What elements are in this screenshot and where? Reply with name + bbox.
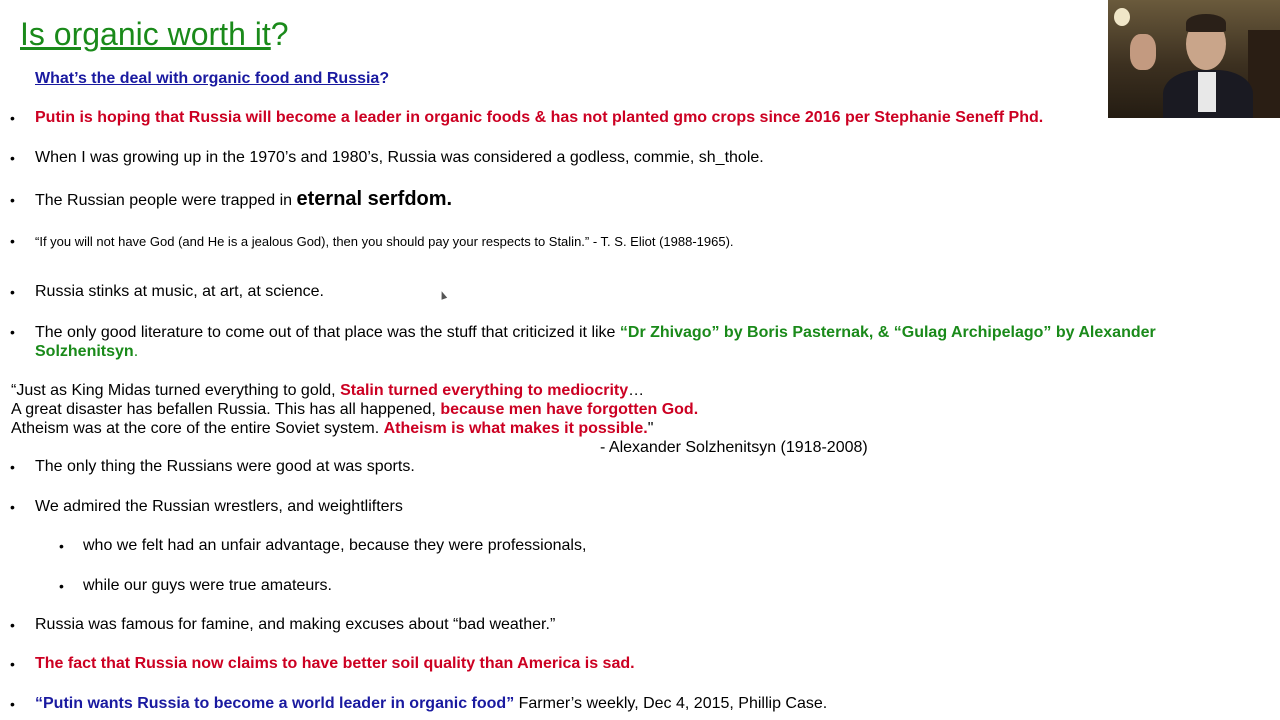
bullet-dot: • <box>10 233 15 249</box>
quote-line-3-pre: Atheism was at the core of the entire Soviet system. <box>11 420 384 437</box>
quote-line-1 <box>11 382 644 400</box>
quote-line-3-end: " <box>647 420 654 437</box>
bullet-serfdom <box>35 188 452 211</box>
slide-subtitle-end: ? <box>379 70 390 87</box>
bullet-sports: The only thing the Russians were good at was sports. <box>35 458 415 475</box>
slide-subtitle-main: What’s the deal with organic food and Russia <box>35 70 380 87</box>
mouse-cursor-icon <box>439 290 447 300</box>
bullet-dot: • <box>10 696 15 712</box>
bullet-literature-end: . <box>133 343 139 360</box>
sub-bullet-dot: • <box>59 538 64 554</box>
bullet-soil-quality: The fact that Russia now claims to have better soil quality than America is sad. <box>35 655 635 672</box>
bullet-music-art-science: Russia stinks at music, at art, at science. <box>35 283 324 300</box>
slide-title-main: Is organic worth it <box>20 16 271 52</box>
slide-title <box>20 16 289 53</box>
bullet-literature <box>35 323 1250 361</box>
bullet-dot: • <box>10 284 15 300</box>
bullet-dot: • <box>10 192 15 208</box>
bullet-dot: • <box>10 499 15 515</box>
presenter-hand <box>1130 34 1156 70</box>
sub-bullet-professionals: who we felt had an unfair advantage, because they were professionals, <box>83 537 587 554</box>
bullet-putin-organic: Putin is hoping that Russia will become a leader in organic foods & has not planted gmo crops since 2016 per Stephanie Seneff Phd. <box>35 109 1044 126</box>
sub-bullet-dot: • <box>59 578 64 594</box>
quote-line-3-emphasis: Atheism is what makes it possible. <box>383 420 648 437</box>
bullet-dot: • <box>10 324 15 340</box>
quote-attribution: - Alexander Solzhenitsyn (1918-2008) <box>600 439 868 456</box>
quote-line-2-emphasis: because men have forgotten God. <box>440 401 699 418</box>
bullet-dot: • <box>10 656 15 672</box>
bullet-farmers-weekly <box>35 695 827 713</box>
bullet-dot: • <box>10 110 15 126</box>
bullet-dot: • <box>10 459 15 475</box>
quote-line-3 <box>11 420 653 438</box>
bullet-farmers-weekly-source: Farmer’s weekly, Dec 4, 2015, Phillip Case. <box>514 695 828 712</box>
bullet-serfdom-pre: The Russian people were trapped in <box>35 192 297 209</box>
slide-subtitle <box>35 70 389 88</box>
bullet-literature-books: “Dr Zhivago” by Boris Pasternak, & “Gulag Archipelago” by Alexander Solzhenitsyn <box>35 324 1156 360</box>
presenter-hair <box>1186 14 1226 32</box>
quote-line-1-emphasis: Stalin turned everything to mediocrity <box>340 382 629 399</box>
bullet-farmers-weekly-quote: “Putin wants Russia to become a world leader in organic food” <box>35 695 515 712</box>
bullet-famine: Russia was famous for famine, and making excuses about “bad weather.” <box>35 616 556 633</box>
bullet-literature-pre: The only good literature to come out of that place was the stuff that criticized it like <box>35 324 620 341</box>
bullet-wrestlers: We admired the Russian wrestlers, and weightlifters <box>35 498 403 515</box>
bullet-eliot-quote: “If you will not have God (and He is a jealous God), then you should pay your respects to Stalin.” - T. S. Eliot (1988-1965). <box>35 234 734 249</box>
presenter-shirt <box>1198 72 1216 112</box>
quote-line-2-pre: A great disaster has befallen Russia. This has all happened, <box>11 401 441 418</box>
slide-title-end: ? <box>270 16 289 52</box>
quote-line-2 <box>11 401 698 419</box>
bullet-serfdom-emphasis: eternal serfdom. <box>296 188 453 210</box>
bullet-dot: • <box>10 150 15 166</box>
bullet-dot: • <box>10 617 15 633</box>
bullet-growing-up: When I was growing up in the 1970’s and 1980’s, Russia was considered a godless, commie, sh_thole. <box>35 149 764 166</box>
sub-bullet-amateurs: while our guys were true amateurs. <box>83 577 332 594</box>
webcam-video-overlay[interactable] <box>1108 0 1280 118</box>
quote-line-1-pre: “Just as King Midas turned everything to gold, <box>11 382 341 399</box>
lamp-shape <box>1114 8 1130 26</box>
quote-line-1-end: … <box>628 382 645 399</box>
